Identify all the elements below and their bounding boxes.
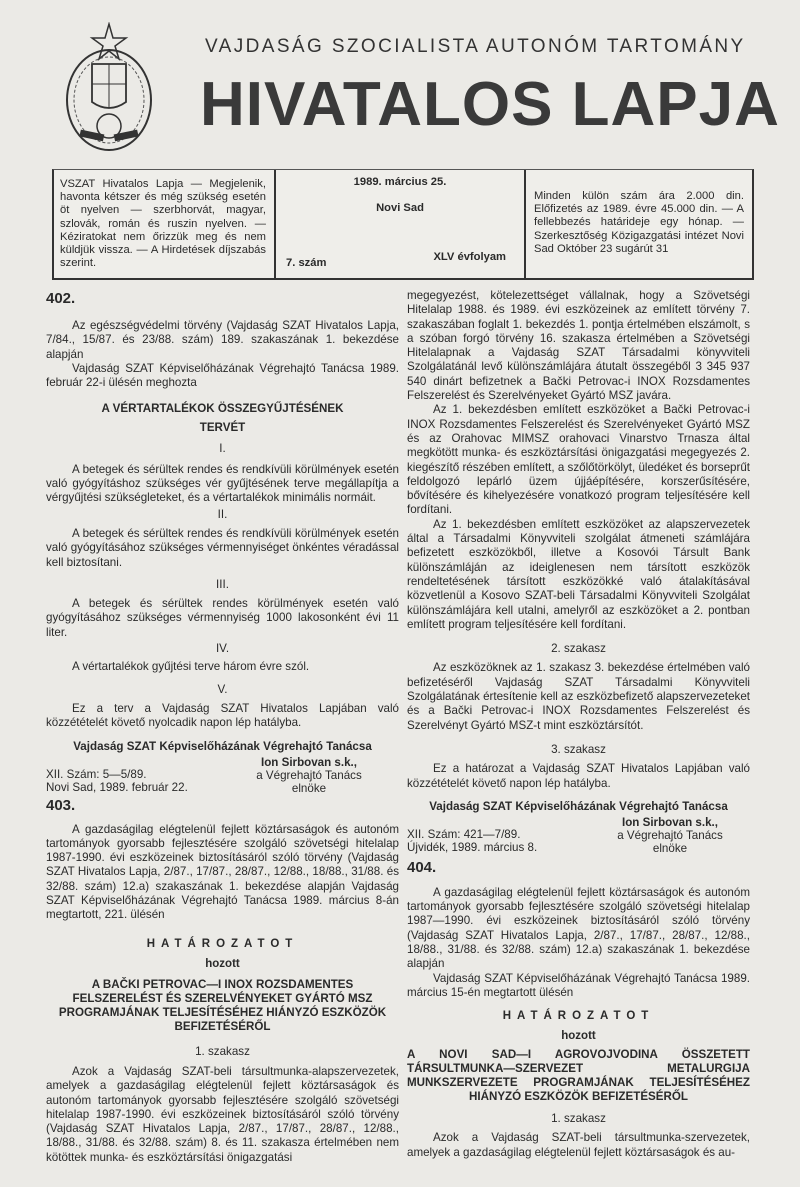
reference-block — [407, 828, 582, 854]
issue-place: Novi Sad — [376, 202, 424, 214]
issue-volume: XLV évfolyam — [433, 250, 506, 263]
publication-info: VSZAT Hivatalos Lapja — Megjelenik, havonta kétszer és még szükség esetén öt nyelven — szerbhorvát, magyar, szlovák, román és ruszin nyelven. — Kéziratokat nem őrizzük meg és nem küldjük vissza. — A Hirdetések díjszabás szerint. — [54, 170, 276, 278]
coat-of-arms-emblem — [62, 22, 157, 157]
article-403-number: 403. — [46, 796, 76, 814]
section-heading: 1. szakasz — [195, 1044, 250, 1058]
section-heading: V. — [217, 682, 228, 696]
place-date: Novi Sad, 1989. február 22. — [46, 780, 188, 794]
section-heading: I. — [219, 442, 226, 456]
article-403-title: A BAČKI PETROVAC—I INOX ROZSDAMENTES FELSZERELÉST ÉS SZERELVÉNYEKET GYÁRTÓ MSZ PROGRAMJÁNAK TELJESÍTÉSÉHEZ HIÁNYZÓ ESZKÖZÖK BEFIZETÉSÉRŐL — [58, 977, 387, 1033]
section-heading: IV. — [215, 642, 230, 656]
paragraph: A betegek és sérültek rendes és rendkívüli körülmények esetén való gyógyításhoz szükséges vér gyűjtésének terve megállapítja a vérgyűjtési szükségleteket, és a vértartalékok minimális normáit. — [46, 462, 399, 505]
article-404-number: 404. — [407, 858, 437, 876]
subscription-info: Minden külön szám ára 2.000 din. Előfizetés az 1989. évre 45.000 din. — A fellebbezés határideje egy hónap. — Szerkesztőség Közigazgatási intézet Novi Sad Október 23 sugárút 31 — [534, 190, 744, 255]
paragraph: Azok a Vajdaság SZAT-beli társultmunka-szervezetek, amelyek a gazdaságilag elégtelenül fejlett köztársaságok és au- — [407, 1131, 750, 1159]
reference-number: XII. Szám: 5—5/89. — [46, 767, 147, 781]
paragraph: Azok a Vajdaság SZAT-beli társultmunka-alapszervezetek, amelyek a gazdaságilag elégtelenül fejlett köztársaságok és autonóm tartományok gyorsabb fejlesztésére szolgáló szövetségi hitelalap 1987-1990. évi eszközeinek biztosításáról szóló törvény (Vajdaság SZAT Hivatalos Lapja, 2/87., 17/87., 28/87., 12/88., 18/88., 31/88. és 32/88. szám) 8. és 11. szakasza értelmében nem kötöttek munka- és eszköztársítási önigazgatási — [46, 1064, 399, 1164]
decision-heading: HATÁROZATOT — [502, 1010, 655, 1023]
decision-heading: HATÁROZATOT — [146, 937, 299, 950]
paragraph: Az 1. bekezdésben említett eszközöket az alapszervezetek által a Társadalmi Könyvviteli szolgálat átmeneti számlájára befizetett eszközökből, illetve a Kosovói Társult Bank különszámláján az ideiglenesen nem társított eszközök rendeltetésének társított eszközökké való átalakításával közvetlenül a Kosovo SZAT-beli Társadalmi Könyvviteli Szolgálat különszámlájára kell utalni, amelyről az eszközöket a 2. pontban említett program teljesítésére kell fordítani. — [407, 517, 750, 631]
signer-role-2: elnöke — [652, 841, 688, 855]
place-date: Újvidék, 1989. március 8. — [407, 840, 538, 854]
paragraph: Az 1. bekezdésben említett eszközöket a Bački Petrovac-i INOX Rozsdamentes Felszerelést és Szerelvényeket Gyártó MSZ és az Orahovac MIMSZ orahovaci Vinarstvo Trnasza által megkötött munka- és eszköztársítási önigazgatási megegyezés 2. kiegészítő részében említett, a szőlőtörkölyt, üledéket és borseprűt feldolgozó lepárló üzem újjáépítésére, korszerűsítésére, bővítésére és kihelyezésére vonatkozó program teljesítésére kell fordítani. — [407, 403, 750, 517]
paragraph-continued: megegyezést, kötelezettséget vállalnak, hogy a Szövetségi Hitelalap 1988. és 1989. évi eszközeinek az említett törvény 7. szakaszában foglalt 1. bekezdés 1. pontja értelmében elszámolt, s a szóban forgó törvény 16. szakasza értelmében a Szövetségi Hitelalapnak a Vajdaság SZAT Társadalmi könyvviteli Szolgálatánál levő különszámlájára átutalt összegéből 3 345 937 540 dinárt befizetnek a Bački Petrovac-i INOX Rozsdamentes Felszerelést és Szerelvényeket Gyártó MSZ javára. — [407, 289, 750, 403]
article-404-enactor: Vajdaság SZAT Képviselőházának Végrehajtó Tanácsa 1989. március 15-én megtartott ülésén — [407, 971, 750, 999]
article-402-number: 402. — [46, 290, 76, 307]
issue-info-box — [52, 169, 754, 280]
signer-name: Ion Sirbovan s.k., — [622, 815, 718, 829]
signer-block — [224, 756, 394, 795]
reference-number: XII. Szám: 421—7/89. — [407, 827, 521, 841]
authority-line: Vajdaság SZAT Képviselőházának Végrehajtó Tanácsa — [429, 799, 728, 813]
paragraph: Ez a határozat a Vajdaság SZAT Hivatalos Lapjában való közzétételét követő napon lép hatályba. — [407, 762, 750, 790]
article-402-intro: Az egészségvédelmi törvény (Vajdaság SZAT Hivatalos Lapja, 7/84., 15/87. és 23/88. szám) 189. szakaszának 1. bekezdése alapján — [46, 319, 399, 361]
right-column — [407, 289, 750, 1160]
paragraph: A vértartalékok gyűjtési terve három évre szól. — [72, 660, 310, 674]
masthead-title: HIVATALOS LAPJA — [200, 70, 780, 139]
section-heading: 3. szakasz — [551, 742, 606, 756]
section-heading: 1. szakasz — [551, 1112, 606, 1126]
signer-role: a Végrehajtó Tanács — [256, 768, 362, 782]
article-402-title-2: TERVÉT — [199, 421, 246, 435]
reference-block — [46, 768, 221, 794]
paragraph: A betegek és sérültek rendes körülmények esetén való gyógyításához szükséges vérmennyiség 1000 lakosonként évi 11 liter. — [46, 597, 399, 639]
paragraph: A betegek és sérültek rendes és rendkívüli körülmények esetén való gyógyításához szükséges vérmennyiséget önkéntes véradással kell biztosítani. — [46, 526, 399, 569]
issue-number: 7. szám — [286, 256, 327, 269]
section-heading: III. — [216, 577, 229, 591]
decision-subheading: hozott — [205, 957, 240, 970]
section-heading: II. — [217, 507, 228, 521]
decision-subheading: hozott — [561, 1030, 596, 1043]
signer-block — [585, 816, 755, 855]
paragraph: Az eszközöknek az 1. szakasz 3. bekezdése értelmében való befizetéséről Vajdaság SZAT Társadalmi Könyvviteli Szolgálatának értesítenie kell az eszközbefizető alapszervezeteket és a Bački Petrovac-i INOX Rozsdamentes Felszerelést és Szerelvényt Gyártó MSZ-t mint eszköztársítót. — [407, 661, 750, 732]
issue-date: 1989. március 25. — [353, 176, 447, 188]
authority-line: Vajdaság SZAT Képviselőházának Végrehajtó Tanácsa — [73, 739, 372, 753]
article-404-intro: A gazdaságilag elégtelenül fejlett köztársaságok és autonóm tartományok gyorsabb fejlesztésére szolgáló szövetségi hitelalap 1987—1990. évi eszközeinek biztosításáról szóló törvény (Vajdaság SZAT Hivatalos Lapja, 2/87., 17/87., 28/87., 12/88., 18/88., 31/88. és 32/88. szám) 12.a) szakaszának 1. bekezdése alapján — [407, 885, 750, 971]
section-heading: 2. szakasz — [551, 642, 606, 656]
signature-block — [407, 816, 750, 856]
signature-block — [46, 756, 399, 796]
left-column — [46, 290, 399, 1165]
issue-details — [276, 170, 526, 278]
article-402-enactor: Vajdaság SZAT Képviselőházának Végrehajtó Tanácsa 1989. február 22-i ülésén meghozta — [46, 361, 399, 390]
signer-role-2: elnöke — [291, 781, 327, 795]
article-404-title: A NOVI SAD—I AGROVOJVODINA ÖSSZETETT TÁRSULTMUNKA—SZERVEZET METALURGIJA MUNKSZERVEZETE PROGRAMJÁNAK TELJESÍTÉSÉHEZ HIÁNYZÓ ESZKÖZÖK BEFIZETÉSÉRŐL — [407, 1048, 750, 1104]
paragraph: Ez a terv a Vajdaság SZAT Hivatalos Lapjában való közzétételét követő nyolcadik napon lép hatályba. — [46, 701, 399, 730]
article-402-title: A VÉRTARTALÉKOK ÖSSZEGYŰJTÉSÉNEK — [101, 402, 344, 416]
signer-role: a Végrehajtó Tanács — [617, 828, 723, 842]
signer-name: Ion Sirbovan s.k., — [261, 755, 357, 769]
masthead-supertitle: VAJDASÁG SZOCIALISTA AUTONÓM TARTOMÁNY — [205, 36, 746, 57]
article-403-intro: A gazdaságilag elégtelenül fejlett köztársaságok és autonóm tartományok gyorsabb fejlesztésére szolgáló szövetségi hitelalap 1987-1990. évi eszközeinek biztosításáról szóló törvény (Vajdaság SZAT Hivatalos Lapja, 2/87., 17/87., 28/87., 12/88., 18/88., 31/88. és 32/88. szám) 12.a) szakaszának 1. bekezdése alapján Vajdaság SZAT Képviselőházának Végrehajtó Tanácsa 1989. március 8-án megtartott, 221. ülésén — [46, 822, 399, 922]
